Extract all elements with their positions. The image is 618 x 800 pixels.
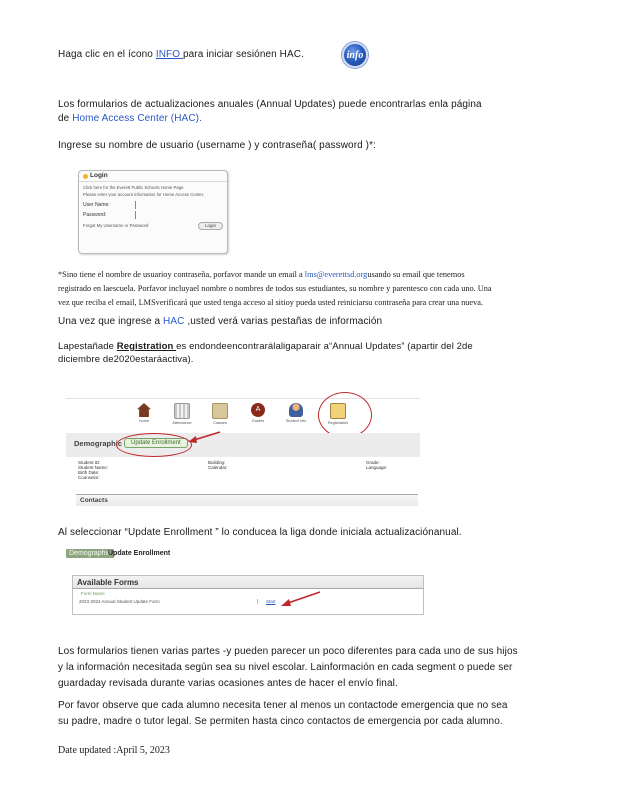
emergency-contacts-paragraph — [58, 698, 508, 730]
date-updated: Date updated :April 5, 2023 — [58, 745, 170, 756]
login-title: Login — [90, 172, 108, 179]
login-homepage-link: Click here for the Everett Public Schools Home Page — [83, 185, 184, 190]
start-link: Start — [257, 599, 276, 604]
available-forms-screenshot — [72, 575, 424, 615]
nav-classes-label: Classes — [213, 421, 227, 425]
counselor-label: Counselor: — [78, 475, 100, 480]
emergency-line1: Por favor observe que cada alumno necesita tener al menos un contactode emergencia que no sea — [58, 700, 508, 711]
available-forms-title: Available Forms — [73, 576, 423, 589]
grade-label: Grade: — [366, 460, 380, 465]
registration-paragraph — [58, 340, 473, 366]
registration-line2: diciembre de2020estaráactiva). — [58, 354, 194, 365]
login-instructions: Please enter your account information for Home Access Center. — [83, 192, 205, 197]
forms-parts-paragraph — [58, 644, 518, 692]
nav-student-info-label: Student Info — [285, 419, 307, 423]
note-line3: vez que reciba el email, LMSverificará que usted tenga acceso al sitioy pueda usted reiniciarsu contraseña para crear una nueva. — [58, 298, 484, 307]
nav-student-info — [278, 403, 314, 423]
note-line2: registrado en laescuela. Porfavor incluyael nombre o nombres de todos sus estudiantes, su nombre y parentesco con cada uno. Una — [58, 284, 492, 293]
nav-registration-label: Registration — [327, 421, 349, 425]
note-text-cont: usando su email que tenemos — [367, 270, 465, 279]
nav-home — [126, 403, 162, 423]
attendance-icon — [174, 403, 190, 419]
nav-grades-label: Grades — [251, 419, 265, 423]
nav-attendance-label: Attendance — [172, 421, 192, 425]
contacts-header: Contacts — [76, 494, 418, 506]
form-name-header: Form Name — [81, 591, 105, 596]
annual-updates-prefix: de — [58, 113, 73, 124]
login-box-screenshot — [78, 170, 228, 254]
annual-update-form-name: 2023-2024 Annual Student Update Form — [79, 599, 160, 604]
nav-grades — [240, 403, 276, 423]
login-bullet-icon — [83, 174, 88, 179]
forgot-password-link: Forgot My Username or Password — [83, 223, 149, 228]
hac-link-2[interactable]: HAC — [163, 316, 188, 327]
pointer-arrow-icon — [186, 430, 222, 446]
intro-text: Haga clic en el ícono — [58, 49, 156, 60]
login-password-row — [79, 209, 227, 219]
annual-updates-paragraph — [58, 98, 482, 126]
language-label: Language: — [366, 465, 388, 470]
info-icon-label: info — [346, 49, 364, 61]
registration-tab-name: Registration — [116, 341, 177, 352]
classes-icon — [212, 403, 228, 419]
forms-parts-line2: y la información necesitada según sea su nivel escolar. Lainformación en cada segment o puede ser — [58, 662, 513, 673]
nav-classes — [202, 403, 238, 425]
annual-updates-line1: Los formularios de actualizaciones anuales (Annual Updates) puede encontrarlas enla página — [58, 99, 482, 110]
registration-text: Lapestañade — [58, 341, 117, 352]
hac-link[interactable]: Home Access Center (HAC). — [72, 113, 202, 124]
login-footer — [79, 219, 227, 230]
registration-highlight-circle — [318, 392, 372, 438]
info-globe-icon[interactable] — [342, 42, 368, 68]
home-icon — [137, 403, 151, 417]
birth-date-label: Birth Date: — [78, 470, 100, 475]
demographic-label: Demographic — [74, 439, 122, 448]
tabs-text: Una vez que ingrese a — [58, 316, 164, 327]
password-label: Password: — [83, 212, 107, 218]
lms-email-link[interactable]: lms@everettsd.org — [304, 270, 368, 279]
forms-parts-line1: Los formularios tienen varias partes -y pueden parecer un poco diferentes para cada uno de sus hijos — [58, 646, 518, 657]
form-row — [73, 596, 423, 607]
tabs-paragraph — [58, 315, 382, 329]
tabs-text-end: ,usted verá varias pestañas de información — [187, 316, 383, 327]
emergency-line2: su padre, madre o tutor legal. Se permiten hasta cinco contactos de emergencia por cada alumno. — [58, 716, 503, 727]
username-field — [135, 201, 136, 209]
building-label: Building: — [208, 460, 226, 465]
calendar-label: Calendar: — [208, 465, 228, 470]
login-instruction: Ingrese su nombre de usuario (username ) y contraseña( password )*: — [58, 140, 376, 151]
login-header — [79, 171, 227, 182]
student-id-label: Student ID: — [78, 460, 101, 465]
student-name-label: Student Name: — [78, 465, 109, 470]
update-enrollment-tab-image: Update Enrollment — [108, 550, 171, 557]
credentials-note — [58, 268, 568, 310]
student-info-icon — [289, 403, 303, 417]
update-enrollment-pill: Update Enrollment — [124, 438, 188, 448]
password-field — [135, 211, 136, 219]
update-enrollment-paragraph: Al seleccionar “Update Enrollment ” lo conducea la liga donde iniciala actualizaciónanual. — [58, 527, 462, 538]
forms-parts-line3: guardaday revisada durante varias ocasiones antes de hacer el envío final. — [58, 678, 398, 689]
pointer-arrow-icon-2 — [278, 590, 322, 608]
intro-text-end: para iniciar sesiónen HAC. — [182, 49, 304, 60]
info-link[interactable]: INFO — [155, 49, 183, 60]
login-username-row — [79, 198, 227, 209]
demographic-tab-image: Demographic — [66, 549, 114, 558]
registration-text-end: es endondeencontrarálaligaparair a“Annual Updates” (apartir del 2de — [176, 341, 473, 352]
update-enrollment-highlight-circle — [116, 433, 192, 457]
login-button-image: Login — [198, 222, 223, 230]
nav-attendance — [164, 403, 200, 425]
grades-icon: A — [251, 403, 265, 417]
note-text: *Sino tiene el nombre de usuarioy contraseña, porfavor mande un email a — [58, 270, 305, 279]
nav-home-label: Home — [138, 419, 150, 423]
intro-paragraph — [58, 48, 304, 62]
username-label: User Name: — [83, 202, 110, 208]
